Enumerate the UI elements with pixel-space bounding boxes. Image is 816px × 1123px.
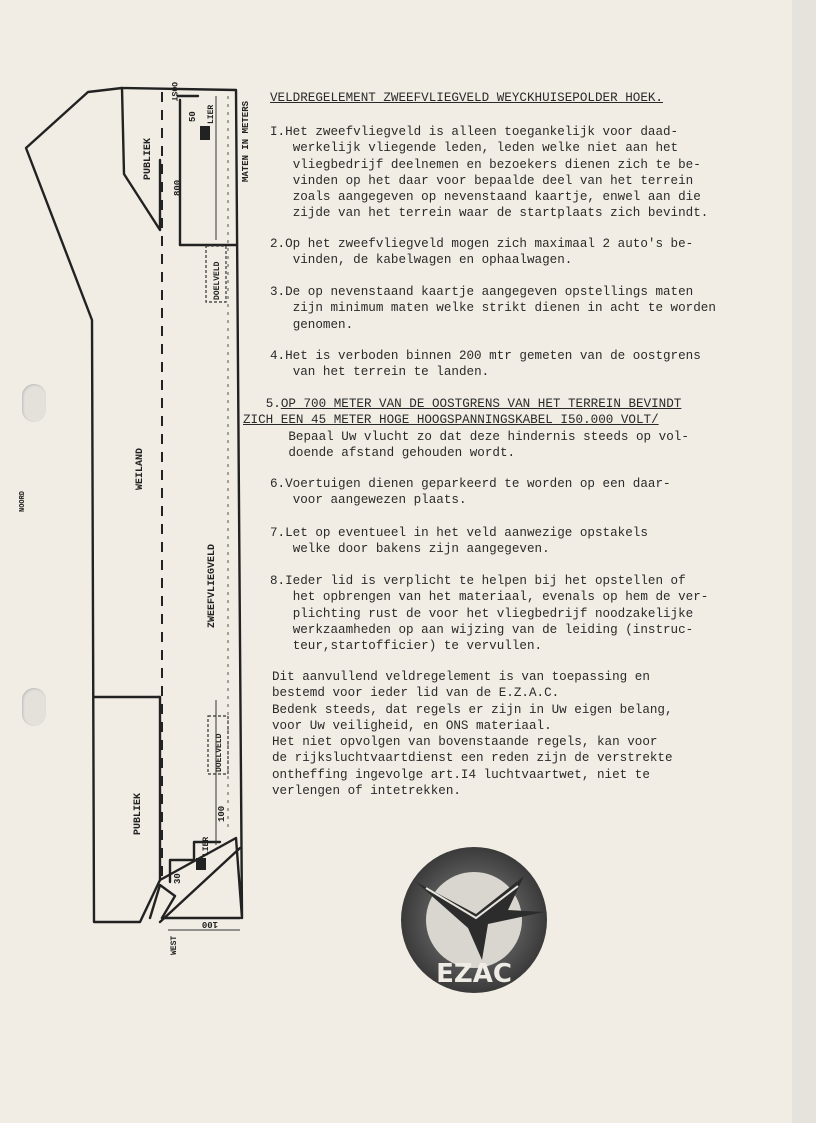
map-dim-100: 100 (217, 805, 227, 822)
map-label-publiek-top: PUBLIEK (143, 137, 154, 180)
map-dim-50: 50 (188, 111, 198, 122)
map-label-doelveld-top: DOELVELD (213, 261, 222, 300)
rule-3: 3.De op nevenstaand kaartje aangegeven opstellings maten zijn minimum maten welke strikt dienen in acht te worden genomen. (270, 285, 716, 332)
rule-6: 6.Voertuigen dienen geparkeerd te worden op een daar- voor aangewezen plaats. (270, 477, 671, 508)
ezac-stamp (396, 842, 556, 1002)
map-label-doelveld-bottom: DOELVELD (215, 733, 224, 772)
map-label-oost: OOST (169, 82, 178, 102)
map-label-lier-bottom: LIER (202, 836, 211, 856)
lier-top-block (200, 126, 210, 140)
rule-2: 2.Op het zweefvliegveld mogen zich maximaal 2 auto's be- vinden, de kabelwagen en ophaalwagen. (270, 237, 694, 268)
publiek-top-boundary (122, 88, 160, 230)
map-dim-bottom: 100 (201, 919, 218, 929)
document-title: VELDREGELEMENT ZWEEFVLIEGVELD WEYCKHUISEPOLDER HOEK. (270, 91, 663, 105)
map-label-lier-top: LIER (207, 104, 216, 124)
stamp-text: EZAC (436, 959, 512, 989)
rule-7: 7.Let op eventueel in het veld aanwezige opstakels welke door bakens zijn aangegeven. (270, 526, 648, 557)
rule-5: 5.OP 700 METER VAN DE OOSTGRENS VAN HET TERREIN BEVINDT ZICH EEN 45 METER HOGE HOOGSPANNINGSKABEL I50.000 VOLT/ Bepaal Uw vlucht zo dat deze hindernis steeds op vol- doende afstand gehouden wordt. (243, 397, 689, 460)
map-label-weiland: WEILAND (135, 447, 146, 490)
rule-4: 4.Het is verboden binnen 200 mtr gemeten van de oostgrens van het terrein te landen. (270, 349, 701, 380)
map-dim-800: 800 (173, 179, 183, 196)
lier-bottom-block (196, 858, 206, 870)
map-label-noord: NOORD (19, 490, 27, 512)
map-label-zweefvliegveld: ZWEEFVLIEGVELD (207, 543, 218, 628)
map-label-maten: MATEN IN METERS (241, 100, 251, 182)
map-label-west: WEST (170, 935, 179, 955)
rule-8: 8.Ieder lid is verplicht te helpen bij het opstellen of het opbrengen van het materiaal, evenals op hem de ver- plichting rust de voor het vliegbedrijf noodzakelijke werkzaamheden op aan wijzing van de leiding (instruc- teur,startofficier) te vervullen. (270, 574, 709, 654)
map-label-publiek-bottom: PUBLIEK (133, 792, 144, 835)
map-dim-30: 30 (173, 873, 183, 884)
closing-paragraph: Dit aanvullend veldregelement is van toepassing en bestemd voor ieder lid van de E.Z.A.C. Bedenk steeds, dat regels er zijn in Uw eigen belang, voor Uw veiligheid, en ONS materiaal. Het niet opvolgen van bovenstaande regels, kan voor de rijksluchtvaartdienst een reden zijn de verstrekte ontheffing ingevolge art.I4 luchtvaartwet, niet te verlengen of intetrekken. (272, 670, 673, 799)
rule-1: I.Het zweefvliegveld is alleen toegankelijk voor daad- werkelijk vliegende leden, leden welke niet aan het vliegbedrijf deelnemen en bezoekers dienen zich te be- vinden op het daar voor bepaalde deel van het terrein zoals aangegeven op nevenstaand kaartje, enwel aan die zijde van het terrein waar de startplaats zich bevindt. (270, 125, 709, 221)
